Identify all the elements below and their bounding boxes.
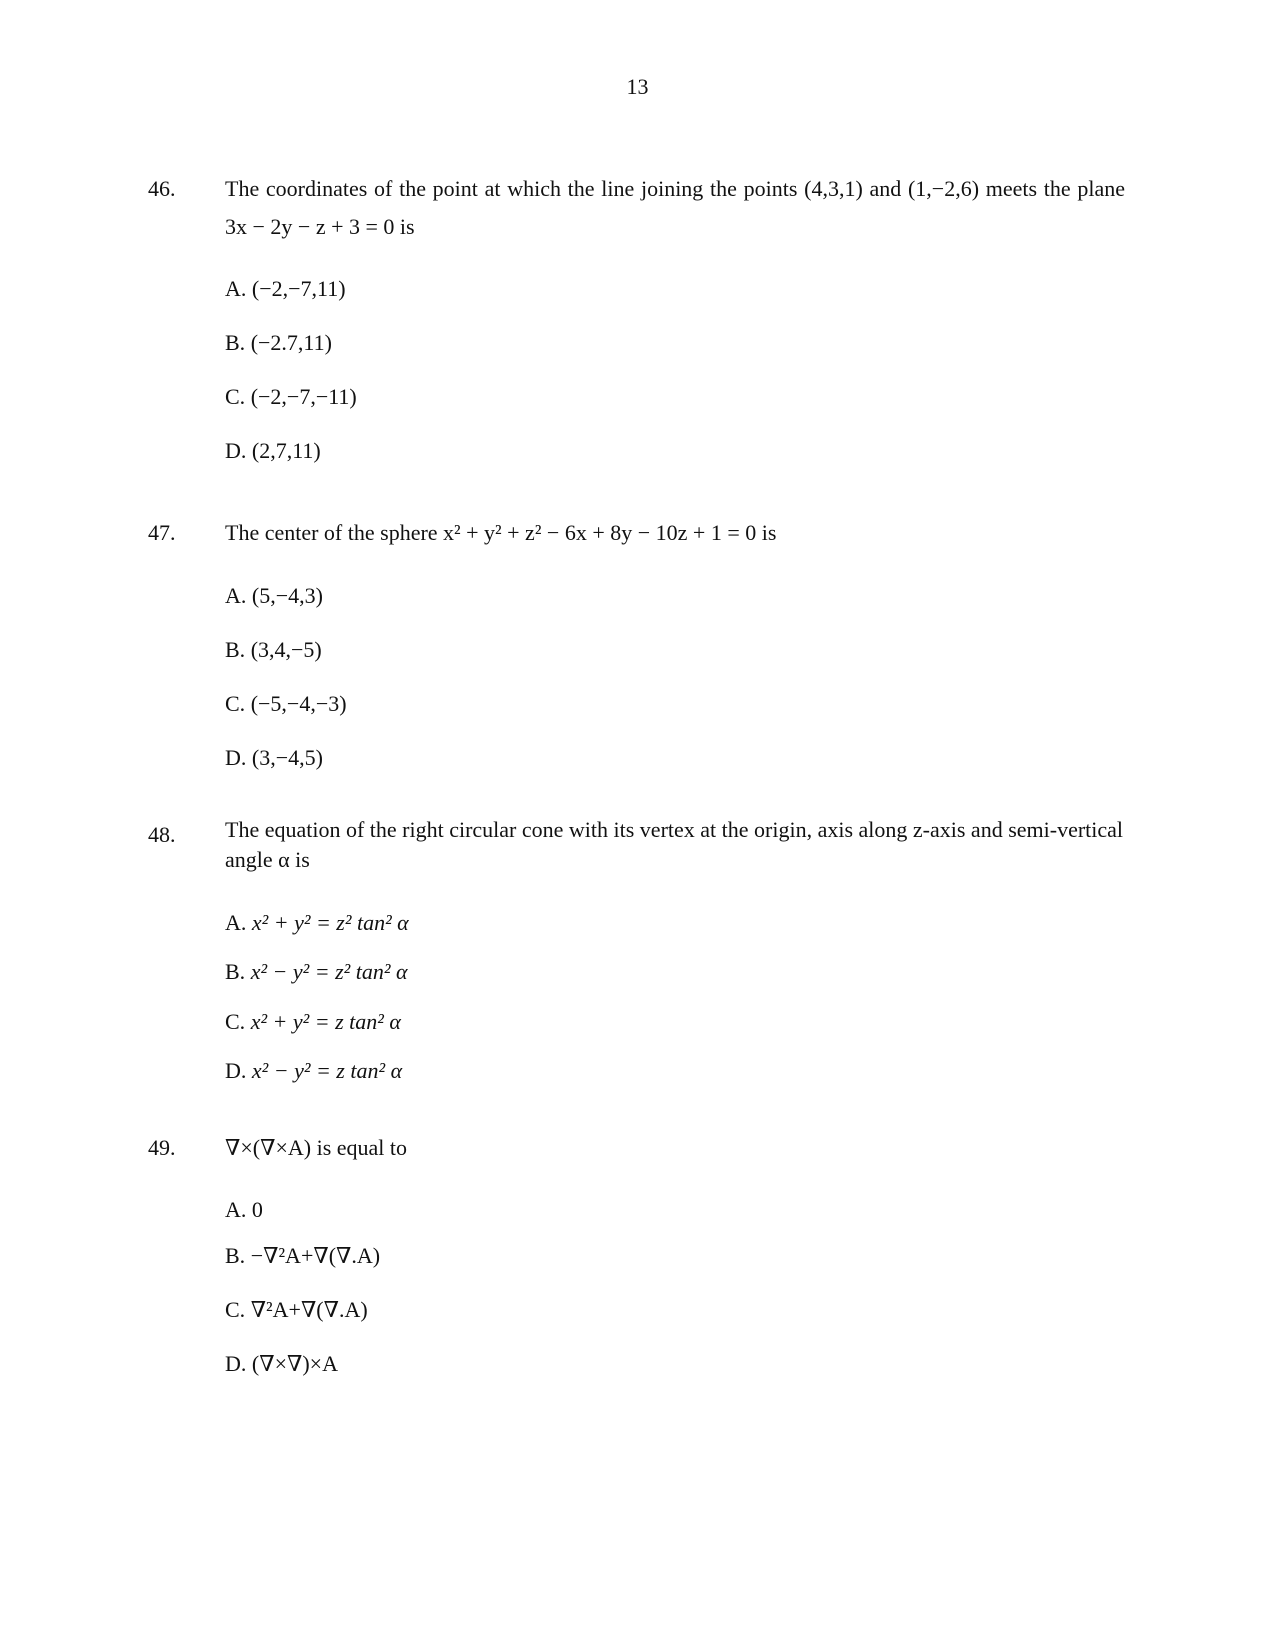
question-stem: The equation of the right circular cone with its vertex at the origin, axis along z-axis and semi-vertical angle α is (225, 817, 1124, 872)
option-c: C. ∇²A+∇(∇.A) (225, 1297, 368, 1322)
option-d: D. (∇×∇)×A (225, 1351, 338, 1376)
option-c: C. (−5,−4,−3) (225, 691, 347, 716)
option-d: D. (3,−4,5) (225, 745, 323, 770)
option-b: B. (−2.7,11) (225, 330, 332, 355)
question-number: 49. (148, 1135, 176, 1160)
option-b: B. x² − y² = z² tan² α (225, 959, 408, 984)
question-number: 47. (148, 520, 176, 545)
option-d: D. x² − y² = z tan² α (225, 1058, 403, 1083)
question-number: 46. (148, 176, 176, 201)
option-b: B. −∇²A+∇(∇.A) (225, 1243, 381, 1268)
option-a: A. (−2,−7,11) (225, 276, 346, 301)
option-a: A. (5,−4,3) (225, 583, 323, 608)
question-stem: ∇×(∇×A) is equal to (225, 1135, 408, 1160)
option-c: C. (−2,−7,−11) (225, 384, 357, 409)
option-a: A. 0 (225, 1197, 263, 1222)
question-stem: The center of the sphere x² + y² + z² − 6x + 8y − 10z + 1 = 0 is (225, 520, 777, 545)
option-d: D. (2,7,11) (225, 438, 321, 463)
option-b: B. (3,4,−5) (225, 637, 322, 662)
question-stem: The coordinates of the point at which the line joining the points (4,3,1) and (1,−2,6) meets the plane 3x − 2y − z + 3 = 0 is (225, 176, 1125, 239)
page-number: 13 (626, 74, 649, 99)
option-c: C. x² + y² = z tan² α (225, 1009, 401, 1034)
question-number: 48. (148, 822, 176, 847)
option-a: A. x² + y² = z² tan² α (225, 910, 409, 935)
